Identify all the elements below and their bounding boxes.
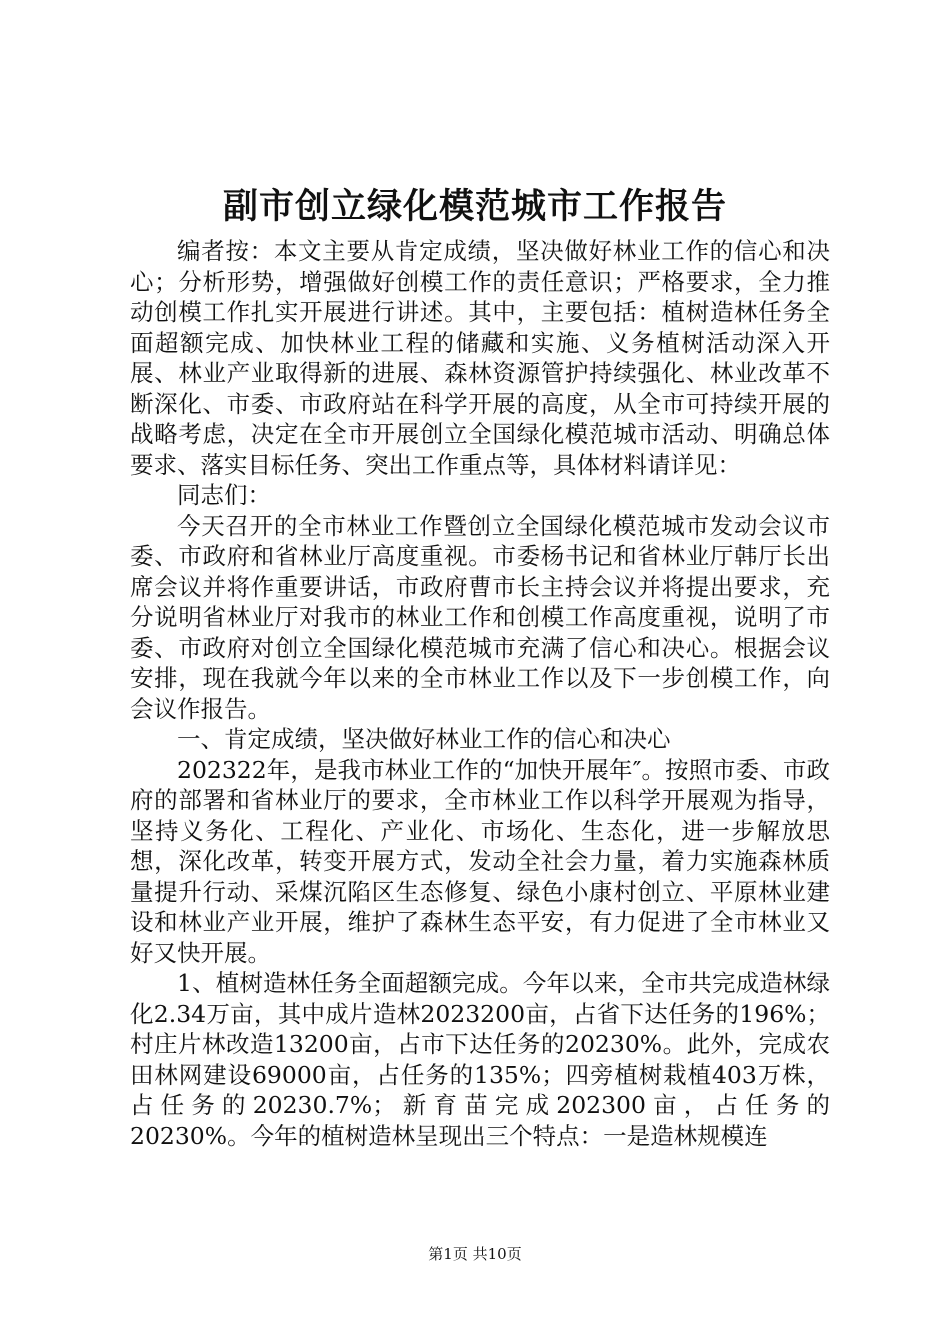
body-paragraph: 1、植树造林任务全面超额完成。今年以来，全市共完成造林绿化2.34万亩，其中成片造林2023200亩，占省下达任务的196%；村庄片林改造13200亩，占市下达任务的20230%。此外，完成农田林网建设69000亩，占任务的135%；四旁植树栽植403万株，占任务的20230.7%；新育苗完成202300亩，占任务的20230%。今年的植树造林呈现出三个特点：一是造林规模连 [130,969,830,1150]
intro-paragraph: 今天召开的全市林业工作暨创立全国绿化模范城市发动会议市委、市政府和省林业厅高度重视。市委杨书记和省林业厅韩厅长出席会议并将作重要讲话，市政府曹市长主持会议并将提出要求，充分说明省林业厅对我市的林业工作和创模工作高度重视，说明了市委、市政府对创立全国绿化模范城市充满了信心和决心。根据会议安排，现在我就今年以来的全市林业工作以及下一步创模工作，向会议作报告。 [130,511,830,723]
document-body [130,236,830,1151]
document-title: 副市创立绿化模范城市工作报告 [222,186,727,227]
body-paragraph: 202322年，是我市林业工作的“加快开展年″。按照市委、市政府的部署和省林业厅的要求，全市林业工作以科学开展观为指导，坚持义务化、工程化、产业化、市场化、生态化，进一步解放思想，深化改革，转变开展方式，发动全社会力量，着力实施森林质量提升行动、采煤沉陷区生态修复、绿色小康村创立、平原林业建设和林业产业开展，维护了森林生态平安，有力促进了全市林业又好又快开展。 [130,755,830,967]
editor-note-paragraph: 编者按：本文主要从肯定成绩，坚决做好林业工作的信心和决心；分析形势，增强做好创模工作的责任意识；严格要求，全力推动创模工作扎实开展进行讲述。其中，主要包括：植树造林任务全面超额完成、加快林业工程的储藏和实施、义务植树活动深入开展、林业产业取得新的进展、森林资源管护持续强化、林业改革不断深化、市委、市政府站在科学开展的高度，从全市可持续开展的战略考虑，决定在全市开展创立全国绿化模范城市活动、明确总体要求、落实目标任务、突出工作重点等，具体材料请详见： [130,237,830,479]
salutation-paragraph: 同志们： [177,481,271,509]
page-footer: 第1页 共10页 [428,1245,522,1263]
section-heading: 一、肯定成绩，坚决做好林业工作的信心和决心 [177,725,671,753]
